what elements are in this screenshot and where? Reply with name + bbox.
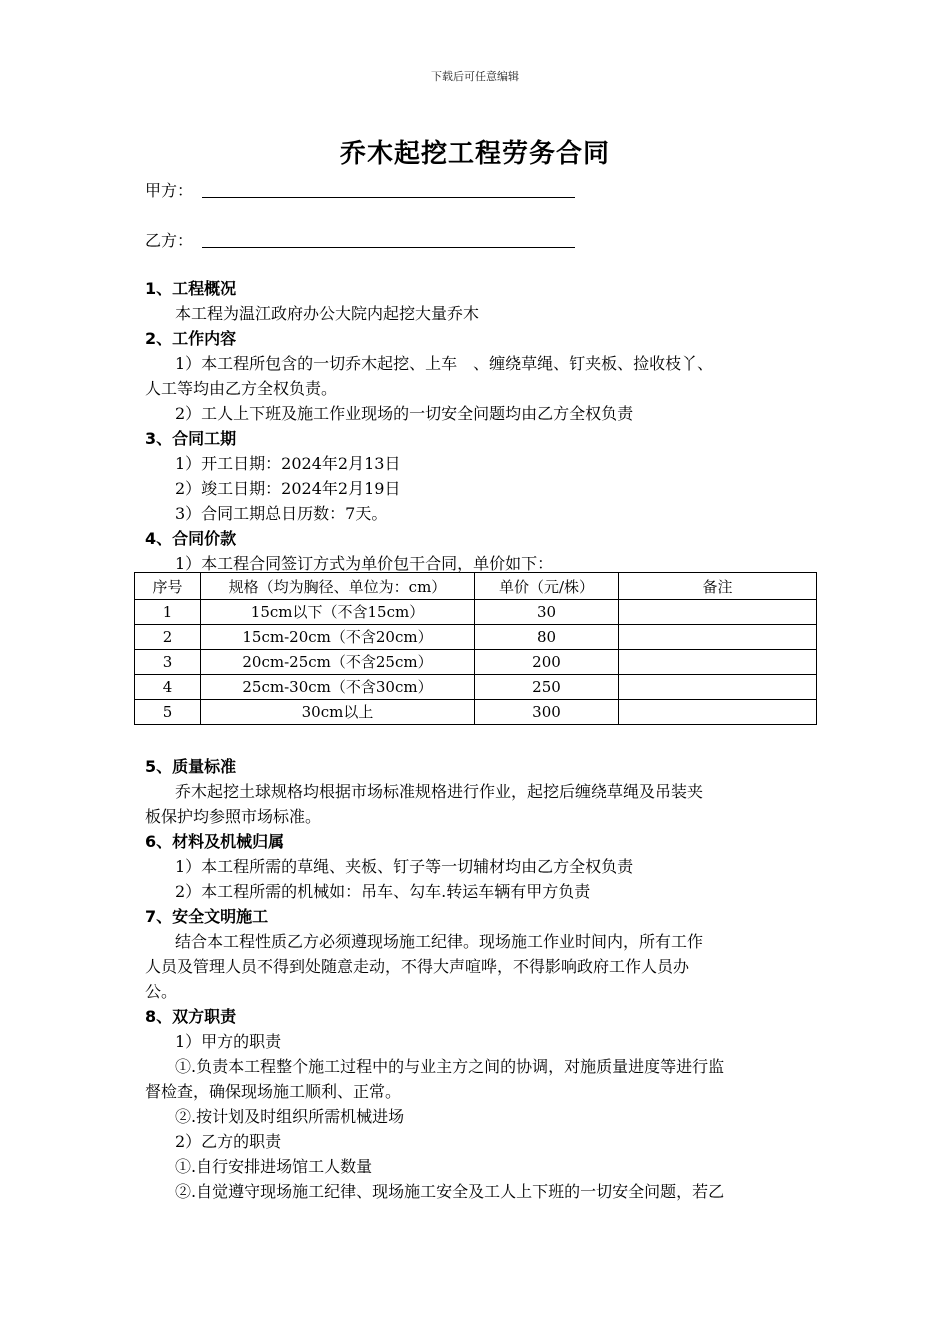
table-cell: 15cm以下（不含15cm）	[201, 600, 475, 625]
contract-body-bottom	[145, 754, 815, 1204]
header-note: 下载后可任意编辑	[431, 70, 519, 83]
table-cell: 250	[475, 675, 619, 700]
party-a-label: 甲方：	[145, 181, 194, 200]
contract-title: 乔木起挖工程劳务合同	[339, 139, 610, 169]
section-heading: 7、安全文明施工	[145, 907, 269, 926]
table-cell: 20cm-25cm（不含25cm）	[201, 650, 475, 675]
table-header-row	[135, 573, 817, 600]
section-text: 结合本工程性质乙方必须遵现场施工纪律。现场施工作业时间内，所有工作	[175, 932, 704, 951]
section-item: 1）甲方的职责	[175, 1032, 282, 1051]
table-cell	[619, 600, 817, 625]
unit-price-table	[134, 572, 817, 725]
party-b-blank-line	[202, 247, 575, 248]
section-heading: 6、材料及机械归属	[145, 832, 285, 851]
table-cell: 5	[135, 700, 201, 725]
table-row	[135, 700, 817, 725]
table-row	[135, 600, 817, 625]
section-heading: 1、工程概况	[145, 279, 237, 298]
table-cell: 15cm-20cm（不含20cm）	[201, 625, 475, 650]
col-header: 序号	[135, 573, 201, 600]
contract-body-top	[145, 276, 815, 576]
col-header: 备注	[619, 573, 817, 600]
table-row	[135, 625, 817, 650]
section-item: 1）开工日期：2024年2月13日	[175, 454, 401, 473]
table-cell: 30	[475, 600, 619, 625]
section-item: 2）本工程所需的机械如：吊车、勾车.转运车辆有甲方负责	[175, 882, 591, 901]
section-text-continued: 人员及管理人员不得到处随意走动，不得大声喧哗，不得影响政府工作人员办	[145, 957, 690, 976]
party-b	[145, 228, 201, 251]
section-item: 1）本工程合同签订方式为单价包干合同，单价如下：	[175, 554, 554, 573]
table-cell: 2	[135, 625, 201, 650]
table-row	[135, 675, 817, 700]
table-cell: 30cm以上	[201, 700, 475, 725]
party-a	[145, 178, 201, 201]
col-header: 单价（元/株）	[475, 573, 619, 600]
section-item: ①.负责本工程整个施工过程中的与业主方之间的协调，对施质量进度等进行监	[175, 1057, 725, 1076]
table-cell	[619, 625, 817, 650]
section-heading: 2、工作内容	[145, 329, 237, 348]
section-item: 2）竣工日期：2024年2月19日	[175, 479, 401, 498]
table-cell: 3	[135, 650, 201, 675]
section-item: ②.按计划及时组织所需机械进场	[175, 1107, 405, 1126]
party-a-blank-line	[202, 197, 575, 198]
section-heading: 5、质量标准	[145, 757, 237, 776]
table-cell: 80	[475, 625, 619, 650]
section-item: 1）本工程所需的草绳、夹板、钉子等一切辅材均由乙方全权负责	[175, 857, 634, 876]
table-cell: 4	[135, 675, 201, 700]
section-item: ①.自行安排进场馆工人数量	[175, 1157, 373, 1176]
col-header: 规格（均为胸径、单位为：cm）	[201, 573, 475, 600]
section-heading: 8、双方职责	[145, 1007, 237, 1026]
section-text: 本工程为温江政府办公大院内起挖大量乔木	[175, 304, 480, 323]
table-cell: 1	[135, 600, 201, 625]
section-text-continued: 公。	[145, 982, 178, 1001]
section-item: 2）工人上下班及施工作业现场的一切安全问题均由乙方全权负责	[175, 404, 634, 423]
section-item: 2）乙方的职责	[175, 1132, 282, 1151]
section-heading: 4、合同价款	[145, 529, 237, 548]
section-heading: 3、合同工期	[145, 429, 237, 448]
table-cell: 25cm-30cm（不含30cm）	[201, 675, 475, 700]
table-cell	[619, 700, 817, 725]
section-item: 1）本工程所包含的一切乔木起挖、上车 、缠绕草绳、钉夹板、捡收枝丫、	[175, 354, 714, 373]
table-cell: 200	[475, 650, 619, 675]
section-item: ②.自觉遵守现场施工纪律、现场施工安全及工人上下班的一切安全问题，若乙	[175, 1182, 725, 1201]
table-row	[135, 650, 817, 675]
table-cell	[619, 675, 817, 700]
table-cell: 300	[475, 700, 619, 725]
table-cell	[619, 650, 817, 675]
section-item-continued: 人工等均由乙方全权负责。	[145, 379, 338, 398]
section-item-continued: 督检查，确保现场施工顺利、正常。	[145, 1082, 402, 1101]
section-item: 3）合同工期总日历数：7天。	[175, 504, 388, 523]
section-text-continued: 板保护均参照市场标准。	[145, 807, 322, 826]
section-text: 乔木起挖土球规格均根据市场标准规格进行作业，起挖后缠绕草绳及吊装夹	[175, 782, 704, 801]
party-b-label: 乙方：	[145, 231, 194, 250]
